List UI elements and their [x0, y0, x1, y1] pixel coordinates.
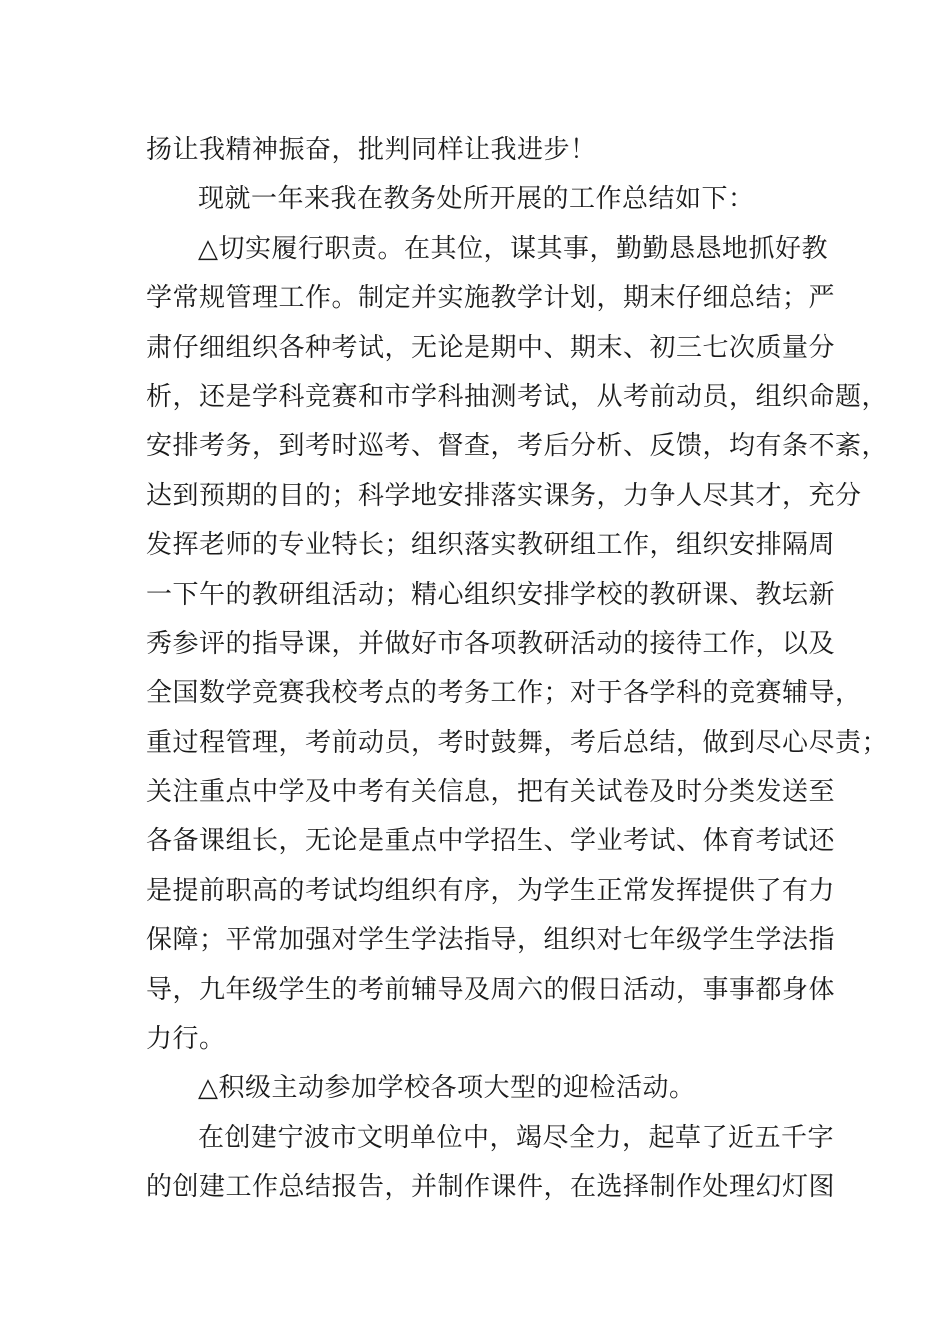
- text-line: 各备课组长，无论是重点中学招生、学业考试、体育考试还: [146, 826, 836, 857]
- text-line: 是提前职高的考试均组织有序，为学生正常发挥提供了有力: [146, 875, 836, 906]
- text-line: 达到预期的目的；科学地安排落实课务，力争人尽其才，充分: [146, 480, 862, 511]
- text-line: △积级主动参加学校各项大型的迎检活动。: [198, 1073, 696, 1104]
- text-line: 安排考务，到考时巡考、督查，考后分析、反馈，均有条不紊，: [146, 431, 889, 462]
- document-body: [146, 126, 889, 1213]
- text-line: △切实履行职责。在其位，谋其事，勤勤恳恳地抓好教: [198, 233, 828, 264]
- text-line: 重过程管理，考前动员，考时鼓舞，考后总结，做到尽心尽责；: [146, 727, 889, 758]
- text-line: 秀参评的指导课，并做好市各项教研活动的接待工作，以及: [146, 628, 836, 659]
- text-line: 扬让我精神振奋，批判同样让我进步！: [146, 135, 597, 165]
- text-line: 一下午的教研组活动；精心组织安排学校的教研课、教坛新: [146, 579, 836, 610]
- text-line: 力行。: [146, 1024, 226, 1055]
- text-line: 肃仔细组织各种考试，无论是期中、期末、初三七次质量分: [146, 332, 836, 363]
- text-line: 全国数学竞赛我校考点的考务工作；对于各学科的竞赛辅导，: [146, 678, 862, 709]
- text-line: 现就一年来我在教务处所开展的工作总结如下：: [198, 184, 755, 215]
- text-line: 导，九年级学生的考前辅导及周六的假日活动，事事都身体: [146, 974, 836, 1005]
- text-line: 析，还是学科竞赛和市学科抽测考试，从考前动员，组织命题，: [146, 381, 889, 412]
- text-line: 学常规管理工作。制定并实施教学计划，期末仔细总结；严: [146, 283, 836, 314]
- text-line: 发挥老师的专业特长；组织落实教研组工作，组织安排隔周: [146, 530, 836, 561]
- text-line: 关注重点中学及中考有关信息，把有关试卷及时分类发送至: [146, 777, 836, 808]
- text-line: 的创建工作总结报告，并制作课件，在选择制作处理幻灯图: [146, 1172, 836, 1203]
- text-line: 保障；平常加强对学生学法指导，组织对七年级学生学法指: [146, 925, 836, 956]
- text-line: 在创建宁波市文明单位中，竭尽全力，起草了近五千字: [198, 1122, 835, 1153]
